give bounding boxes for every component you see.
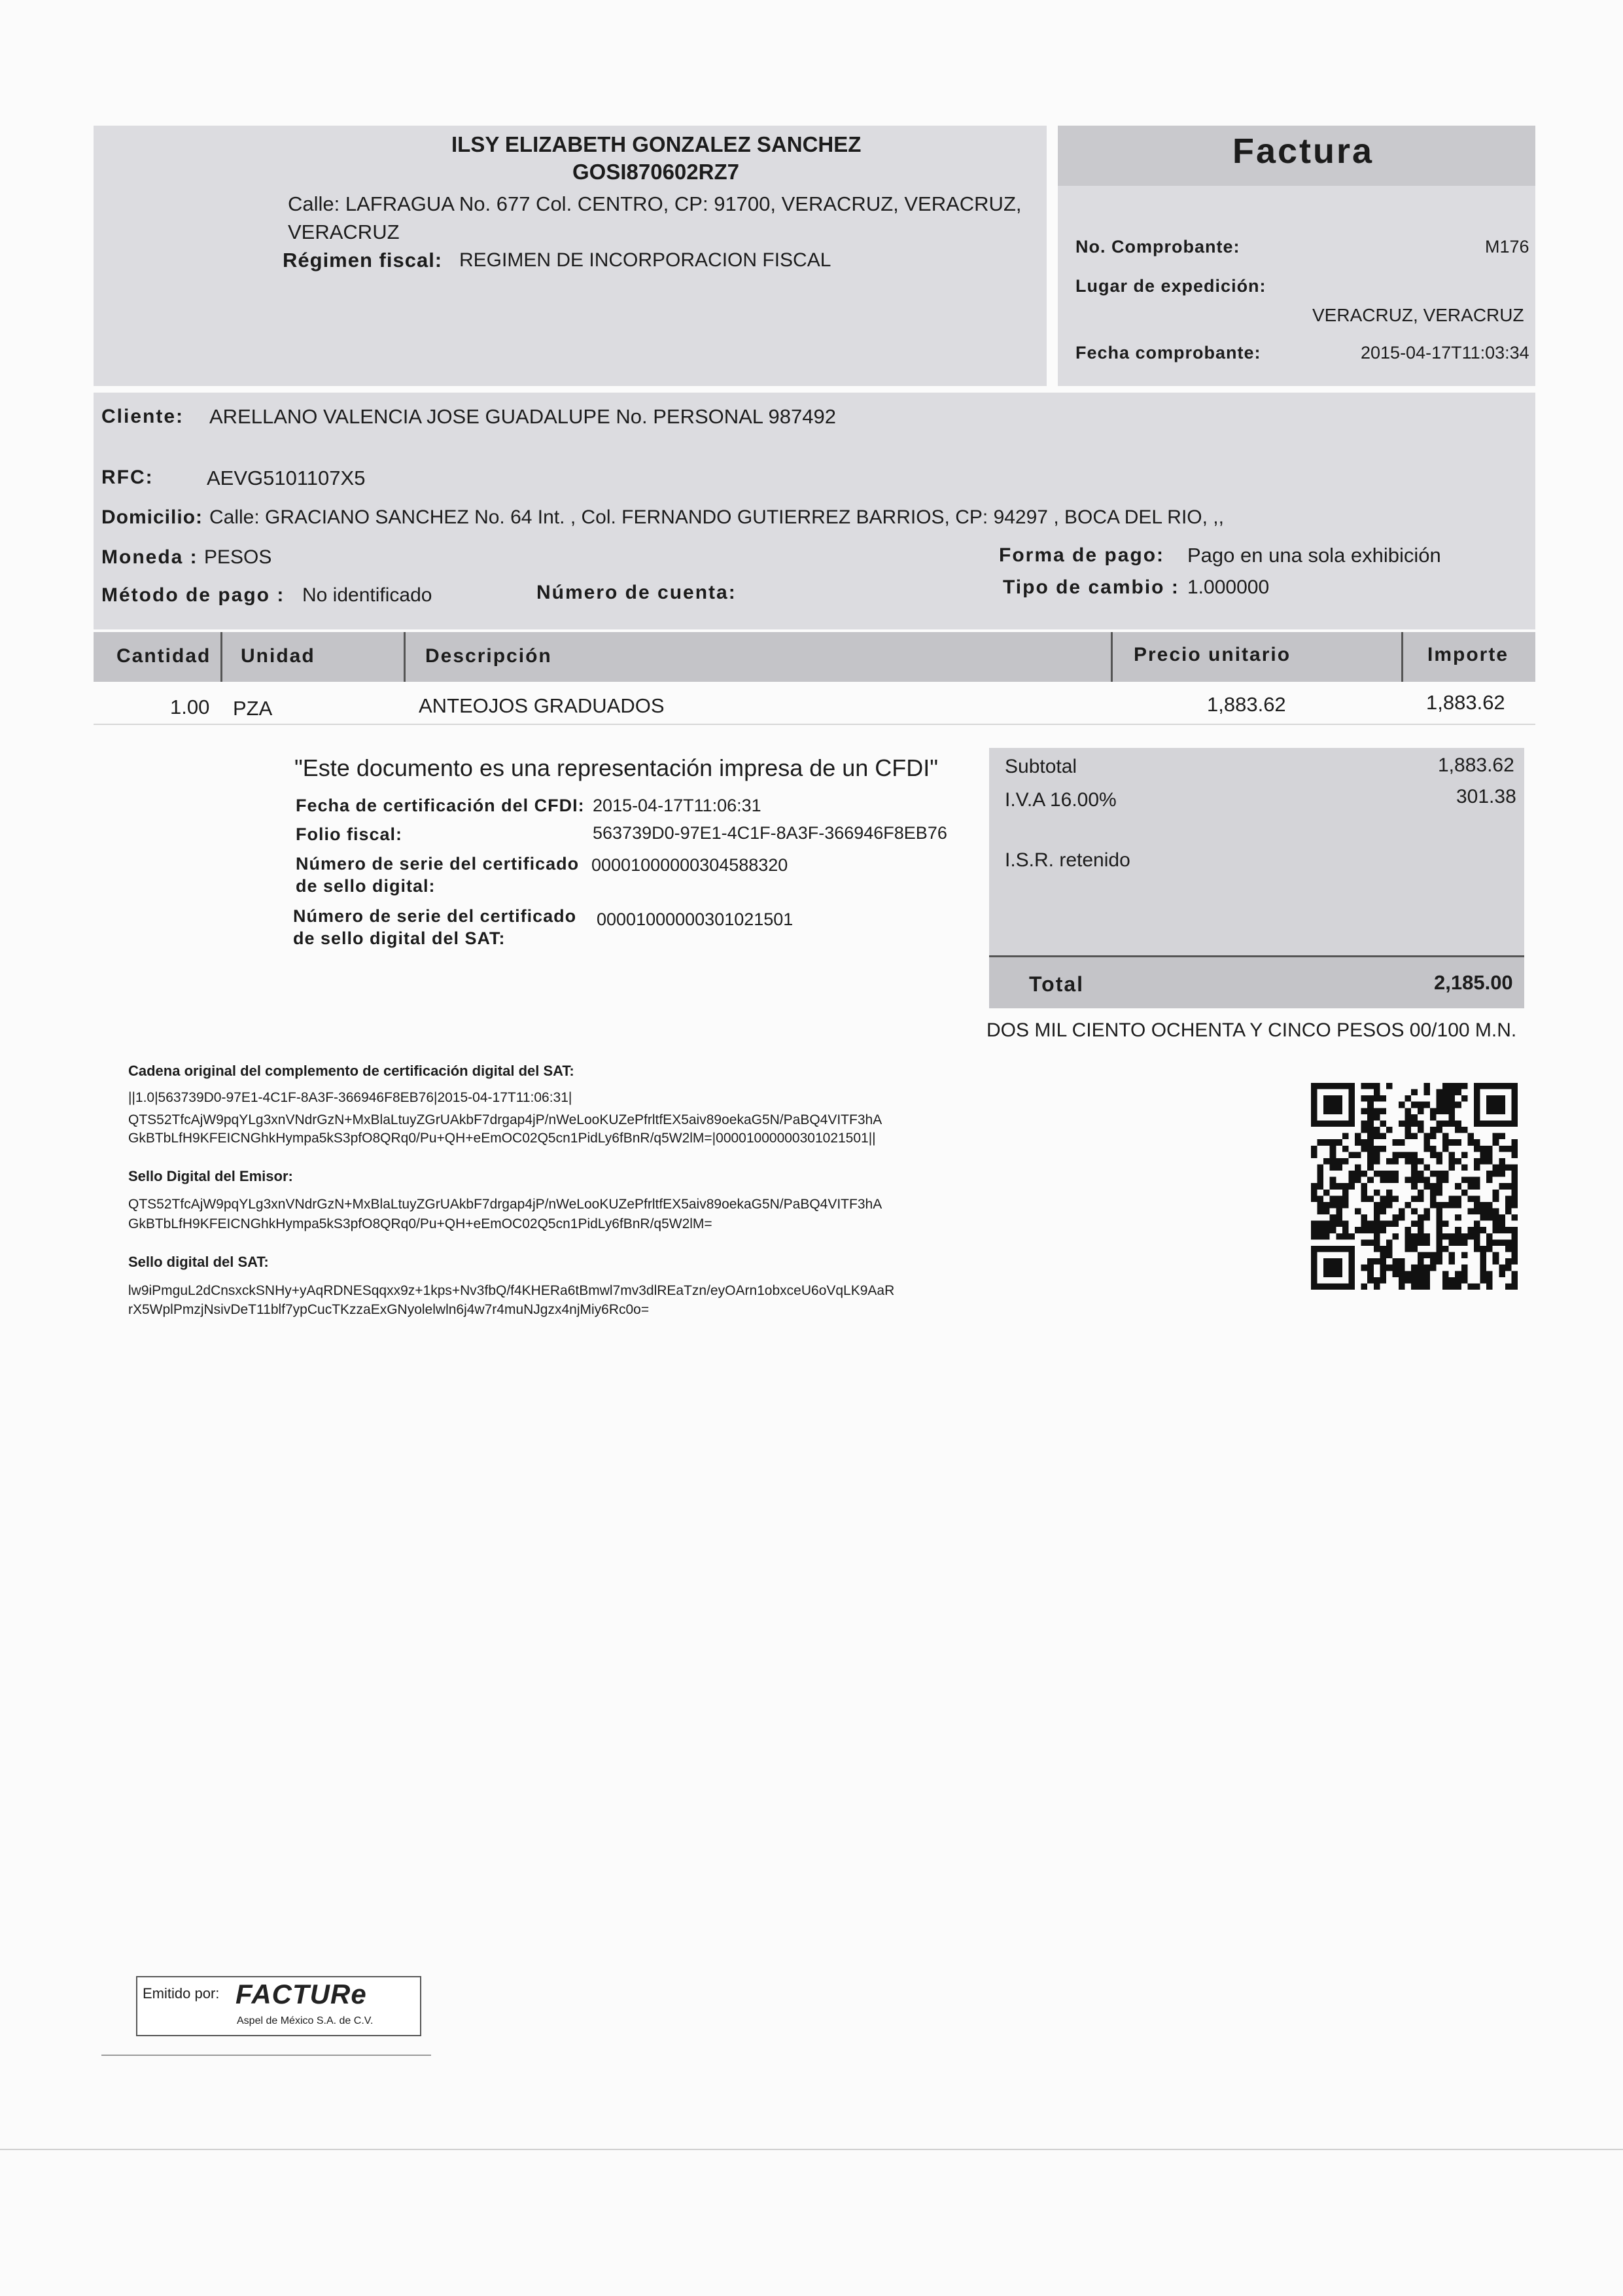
- lugar-label: Lugar de expedición:: [1075, 276, 1266, 296]
- isr-label: I.S.R. retenido: [1005, 849, 1130, 871]
- forma-pago-label: Forma de pago:: [999, 544, 1165, 566]
- cfdi-heading: "Este documento es una representación impresa de un CFDI": [294, 754, 939, 781]
- row-divider: [94, 724, 1535, 725]
- emisor-seal-line: QTS52TfcAjW9pqYLg3xnVNdrGzN+MxBlaLtuyZGrUAkbF7drgap4jP/nWeLooKUZePfrltfEX5aiv89oekaG5N/PaBQ4VITF3hA: [128, 1197, 882, 1212]
- iva-label: I.V.A 16.00%: [1005, 789, 1117, 811]
- serie-emisor-label-2: de sello digital:: [296, 876, 436, 896]
- subtotal-value: 1,883.62: [1438, 754, 1514, 776]
- cell-precio: 1,883.62: [1207, 693, 1286, 716]
- serie-sat-value: 00001000000301021501: [597, 910, 794, 929]
- comprobante-value: M176: [1485, 237, 1529, 256]
- serie-sat-label-2: de sello digital del SAT:: [293, 928, 506, 948]
- badge-underline: [101, 2055, 431, 2056]
- cell-cantidad: 1.00: [170, 696, 210, 718]
- metodo-pago-label: Método de pago :: [101, 584, 285, 606]
- cliente-value: ARELLANO VALENCIA JOSE GUADALUPE No. PERSONAL 987492: [209, 405, 836, 428]
- comprobante-label: No. Comprobante:: [1075, 237, 1240, 256]
- cliente-label: Cliente:: [101, 406, 184, 427]
- cadena-title: Cadena original del complemento de certificación digital del SAT:: [128, 1063, 574, 1079]
- regimen-label: Régimen fiscal:: [283, 249, 443, 272]
- rfc-label: RFC:: [101, 467, 154, 488]
- tipo-cambio-value: 1.000000: [1187, 576, 1270, 598]
- emisor-seal-title: Sello Digital del Emisor:: [128, 1168, 293, 1184]
- column-divider: [1111, 632, 1113, 682]
- emisor-seal-line: GkBTbLfH9KFEICNGhkHympa5kS3pfO8QRq0/Pu+QH+eEmOC02Q5cn1PidLy6fBnR/q5W2lM=: [128, 1216, 712, 1231]
- cadena-line: GkBTbLfH9KFEICNGhkHympa5kS3pfO8QRq0/Pu+QH+eEmOC02Q5cn1PidLy6fBnR/q5W2lM=|00001000000301021501||: [128, 1131, 876, 1146]
- facture-logo: FACTURe: [236, 1979, 367, 2009]
- column-header-precio: Precio unitario: [1134, 644, 1291, 665]
- cell-importe: 1,883.62: [1426, 691, 1505, 714]
- qr-code-icon: [1311, 1083, 1518, 1290]
- moneda-label: Moneda :: [101, 546, 198, 568]
- forma-pago-value: Pago en una sola exhibición: [1187, 544, 1441, 567]
- fecha-label: Fecha comprobante:: [1075, 343, 1261, 362]
- cadena-line: ||1.0|563739D0-97E1-4C1F-8A3F-366946F8EB76|2015-04-17T11:06:31|: [128, 1090, 572, 1105]
- cert-date-label: Fecha de certificación del CFDI:: [296, 796, 585, 815]
- column-divider: [220, 632, 222, 682]
- subtotal-label: Subtotal: [1005, 756, 1077, 777]
- domicilio-label: Domicilio:: [101, 506, 203, 528]
- column-header-cantidad: Cantidad: [116, 645, 211, 667]
- tipo-cambio-label: Tipo de cambio :: [1003, 576, 1179, 598]
- issuer-badge: [136, 1976, 421, 2036]
- invoice-title: Factura: [1232, 132, 1374, 171]
- cert-date-value: 2015-04-17T11:06:31: [593, 796, 761, 815]
- issuer-address-line2: VERACRUZ: [288, 221, 400, 243]
- serie-emisor-label-1: Número de serie del certificado: [296, 854, 580, 874]
- issuer-rfc: GOSI870602RZ7: [572, 160, 739, 184]
- lugar-value: VERACRUZ, VERACRUZ: [1312, 305, 1524, 325]
- issuer-name: ILSY ELIZABETH GONZALEZ SANCHEZ: [451, 132, 862, 156]
- column-header-descripcion: Descripción: [425, 645, 552, 667]
- metodo-pago-value: No identificado: [302, 584, 432, 606]
- iva-value: 301.38: [1456, 786, 1516, 807]
- total-label: Total: [1029, 972, 1085, 996]
- total-in-words: DOS MIL CIENTO OCHENTA Y CINCO PESOS 00/100 M.N.: [986, 1019, 1517, 1041]
- column-header-importe: Importe: [1427, 644, 1509, 665]
- cell-unidad: PZA: [233, 697, 273, 720]
- cell-descripcion: ANTEOJOS GRADUADOS: [419, 694, 665, 717]
- sat-seal-title: Sello digital del SAT:: [128, 1254, 269, 1270]
- column-header-unidad: Unidad: [241, 645, 315, 667]
- fecha-value: 2015-04-17T11:03:34: [1361, 343, 1529, 362]
- rfc-value: AEVG5101107X5: [207, 467, 366, 489]
- column-divider: [404, 632, 406, 682]
- regimen-value: REGIMEN DE INCORPORACION FISCAL: [459, 249, 831, 271]
- company-name: Aspel de México S.A. de C.V.: [237, 2015, 374, 2026]
- folio-value: 563739D0-97E1-4C1F-8A3F-366946F8EB76: [593, 823, 947, 843]
- sat-seal-line: rX5WplPmzjNsivDeT11blf7ypCucTKzzaExGNyolelwln6j4w7r4muNJgzx4njMiy6Rc0o=: [128, 1302, 650, 1317]
- total-value: 2,185.00: [1434, 971, 1513, 994]
- emitido-label: Emitido por:: [143, 1985, 220, 2002]
- moneda-value: PESOS: [204, 546, 272, 568]
- cadena-line: QTS52TfcAjW9pqYLg3xnVNdrGzN+MxBlaLtuyZGrUAkbF7drgap4jP/nWeLooKUZePfrltfEX5aiv89oekaG5N/PaBQ4VITF3hA: [128, 1112, 882, 1127]
- domicilio-value: Calle: GRACIANO SANCHEZ No. 64 Int. , Col. FERNANDO GUTIERREZ BARRIOS, CP: 94297 , BOCA DEL RIO, ,,: [209, 506, 1224, 528]
- sat-seal-line: lw9iPmguL2dCnsxckSNHy+yAqRDNESqqxx9z+1kps+Nv3fbQ/f4KHERa6tBmwl7mv3dlREaTzn/eyOArn1obxceU6oVqLK9AaR: [128, 1283, 895, 1298]
- folio-label: Folio fiscal:: [296, 824, 403, 844]
- column-divider: [1401, 632, 1403, 682]
- page-divider: [0, 2149, 1623, 2150]
- cuenta-label: Número de cuenta:: [536, 582, 737, 603]
- serie-sat-label-1: Número de serie del certificado: [293, 906, 577, 926]
- issuer-address-line1: Calle: LAFRAGUA No. 677 Col. CENTRO, CP: 91700, VERACRUZ, VERACRUZ,: [288, 192, 1022, 215]
- serie-emisor-value: 00001000000304588320: [591, 855, 788, 875]
